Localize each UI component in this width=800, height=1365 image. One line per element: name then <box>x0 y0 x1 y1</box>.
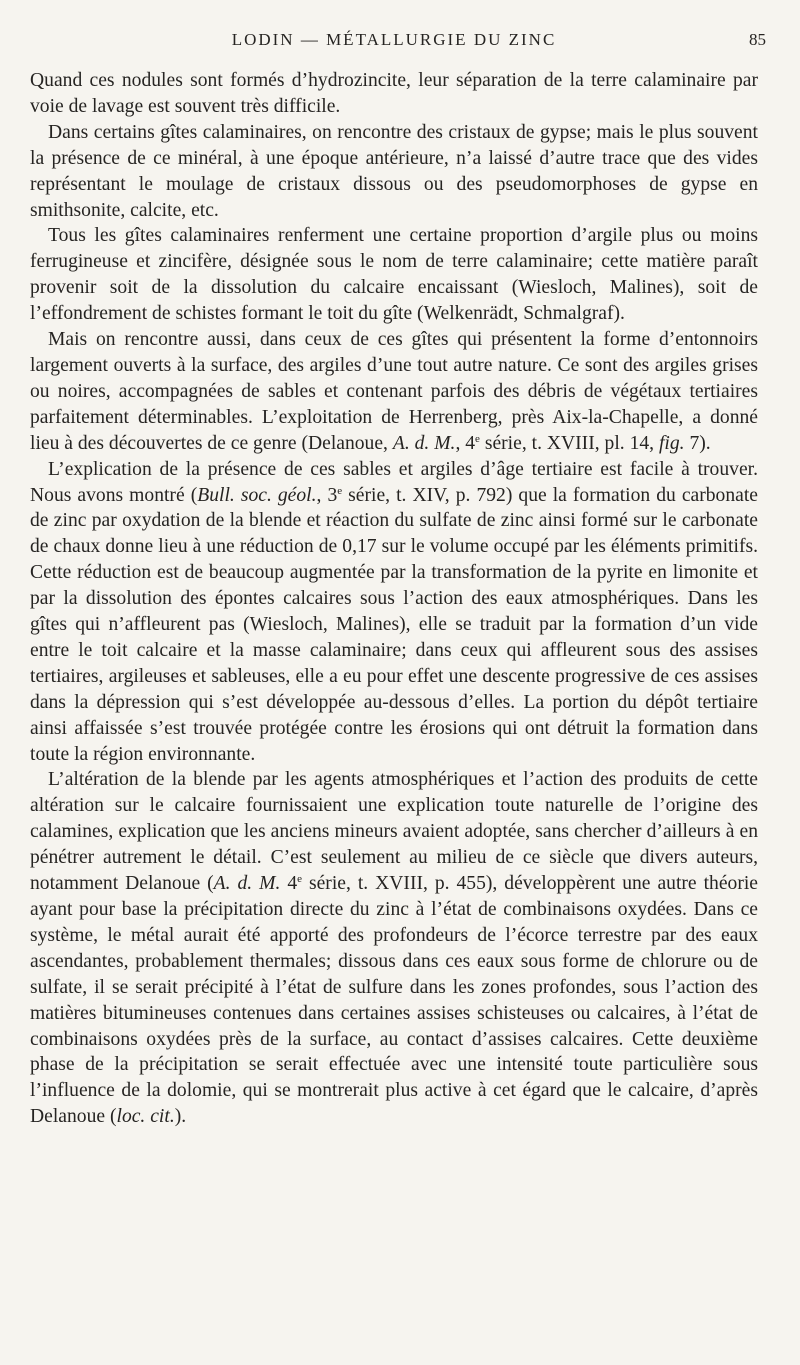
paragraph-1: Quand ces nodules sont formés d’hydrozincite, leur séparation de la terre calaminaire par voie de lavage est souvent très difficile. <box>30 70 758 117</box>
running-title: LODIN — MÉTALLURGIE DU ZINC <box>231 30 557 49</box>
paragraph-4-text: 7). <box>684 432 711 454</box>
paragraph-6-text: ). <box>174 1106 187 1128</box>
reference-journal: A. d. M. <box>213 873 281 895</box>
paragraph-4-text: Mais on rencontre aussi, dans ceux de ces gîtes qui présentent la forme d’entonnoirs largement ouverts à la surface, des argiles d’une tout autre nature. Ce sont des argiles grises ou noires, accompagnées de sables et contenant parfois des débris de végétaux tertiaires parfaitement déterminables. L’exploitation de Herrenberg, près Aix-la-Chapelle, a donné lieu à des découvertes de ce genre (Delanoue, <box>30 329 758 454</box>
paragraph-6-text: 4 <box>280 873 298 895</box>
paragraph-5-text: série, t. XIV, p. 792) que la formation du carbonate de zinc par oxydation de la blende et réaction du sulfate de zinc ainsi formé sur le carbonate de chaux donne lieu à une réduction de 0,17 sur le volume occupé par les éléments primitifs. Cette réduction est de beaucoup augmentée par la transformation de la pyrite en limonite et par la dissolution des épontes calcaires sous l’action des eaux atmosphériques. Dans les gîtes qui n’affleurent pas (Wiesloch, Malines), elle se traduit par la formation d’un vide entre le toit calcaire et la masse calaminaire; dans ceux qui affleurent sous des assises tertiaires, argileuses et sableuses, elle a eu pour effet une descente progressive de ces assises dans la dépression qui s’est développée au-dessous d’elles. La portion du dépôt tertiaire ainsi affaissée s’est trouvée protégée contre les érosions qui ont détruit la formation dans toute la région environnante. <box>30 484 758 765</box>
paragraph-5 <box>30 457 758 768</box>
paragraph-4-text: série, t. XVIII, pl. 14, <box>479 432 659 454</box>
paragraph-6-text: série, t. XVIII, p. 455), développèrent une autre théorie ayant pour base la précipitation directe du zinc à l’état de combinaisons oxydées. Dans ce système, le métal aurait été apporté des profondeurs de l’écorce terrestre par des eaux ascendantes, probablement thermales; dissous dans ces eaux sous forme de chlorure ou de sulfate, il se serait précipité à l’état de sulfure dans les zones profondes, sous l’action des matières bitumineuses contenues dans certaines assises schisteuses ou calcaires, à l’état de combinaisons oxydées près de la surface, au contact d’assises calcaires. Cette deuxième phase de la précipitation se serait effectuée avec une intensité toute particulière sous l’influence de la dolomie, qui se montrerait plus active à cet égard que le calcaire, d’après Delanoue ( <box>30 873 758 1128</box>
paragraph-6-text: L’altération de la blende par les agents atmosphériques et l’action des produits de cette altération sur le calcaire fournissaient une explication toute naturelle de l’origine des calamines, explication que les anciens mineurs avaient adoptée, sans chercher d’ailleurs à en pénétrer autrement le détail. C’est seulement au milieu de ce siècle que divers auteurs, notamment Delanoue ( <box>30 769 758 895</box>
superscript: e <box>337 484 343 497</box>
reference-journal: A. d. M. <box>392 432 456 454</box>
page-number: 85 <box>749 30 766 49</box>
paragraph-3: Tous les gîtes calaminaires renferment une certaine proportion d’argile plus ou moins ferrugineuse et zincifère, désignée sous le nom de terre calaminaire; cette matière paraît provenir soit de la dissolution du calcaire encaissant (Wiesloch, Malines), soit de l’effondrement de schistes formant le toit du gîte (Welkenrädt, Schmalgraf). <box>30 225 758 325</box>
superscript: e <box>475 432 480 445</box>
body-text <box>30 68 758 1130</box>
paragraph-4 <box>30 327 758 457</box>
paragraph-5-text: L’explication de la présence de ces sables et argiles d’âge tertiaire est facile à trouver. Nous avons montré ( <box>30 458 758 506</box>
paragraph-5-text: , 3 <box>316 484 338 506</box>
running-head <box>30 30 766 58</box>
reference-journal: Bull. soc. géol. <box>197 484 317 506</box>
figure-reference: fig. <box>658 432 685 454</box>
superscript: e <box>297 873 303 886</box>
paragraph-4-text: , 4 <box>455 432 476 454</box>
reference-loc-cit: loc. cit. <box>116 1106 175 1128</box>
paragraph-2: Dans certains gîtes calaminaires, on rencontre des cristaux de gypse; mais le plus souvent la présence de ce minéral, à une époque antérieure, n’a laissé d’autre trace que des vides représentant le moulage de cristaux dissous ou des pseudomorphoses de gypse en smithsonite, calcite, etc. <box>30 121 758 221</box>
paragraph-6 <box>30 767 758 1130</box>
